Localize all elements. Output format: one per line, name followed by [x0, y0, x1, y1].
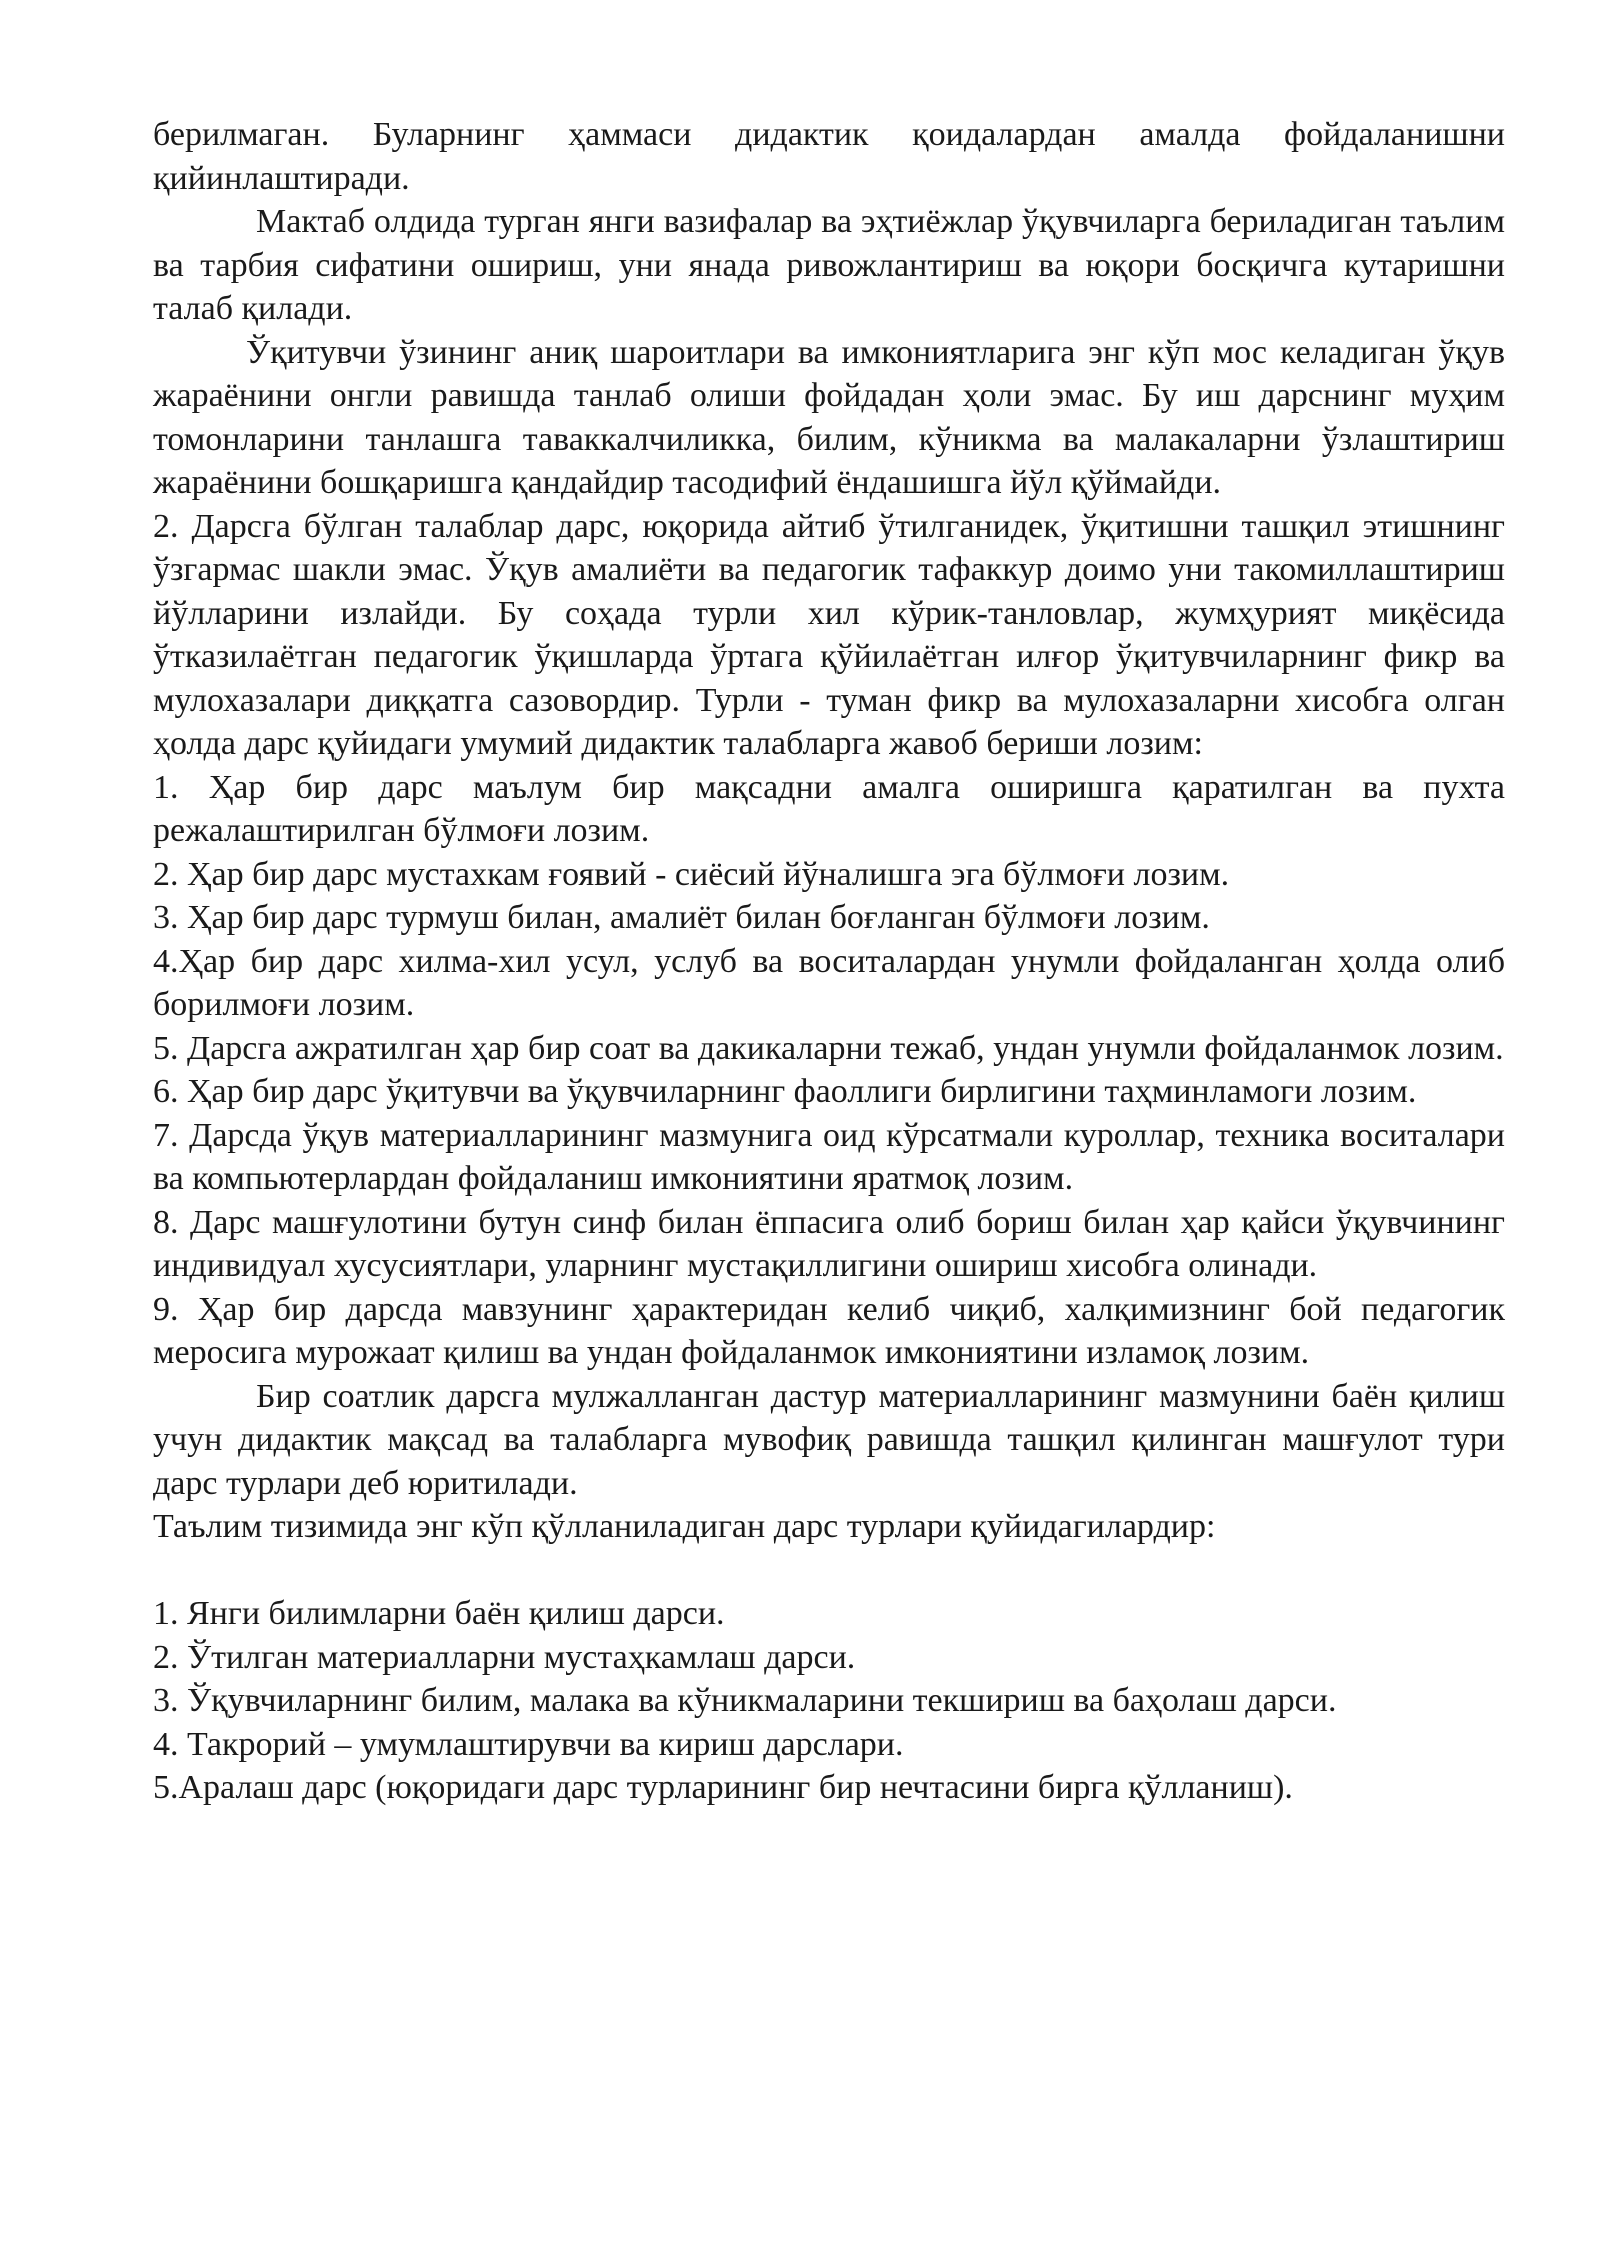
- requirement-item-6: 6. Ҳар бир дарс ўқитувчи ва ўқувчиларнинг фаоллиги бирлигини таҳминламоги лозим.: [153, 1073, 1417, 1110]
- requirement-item-5: 5. Дарсга ажратилган ҳар бир соат ва дакикаларни тежаб, ундан унумли фойдаланмок лозим.: [153, 1029, 1504, 1067]
- paragraph-lesson-requirements: 2. Дарсга бўлган талаблар дарс, юқорида айтиб ўтилганидек, ўқитишни ташқил этишнинг ўзгармас шакли эмас. Ўқув амалиёти ва педагогик тафаккур доимо уни такомиллаштириш йўлларини излайди. Бу соҳада турли хил кўрик-танловлар, жумҳурият миқёсида ўтказилаётган педагогик ўқишларда ўртага қўйилаётган илғор ўқитувчиларнинг фикр ва мулохазалари диққатга сазовордир. Турли - туман фикр ва мулохазаларни хисобга олган ҳолда дарс қуйидаги умумий дидактик талабларга жавоб бериши лозим:: [153, 507, 1505, 762]
- requirement-item-9: 9. Ҳар бир дарсда мавзунинг ҳарактеридан келиб чиқиб, халқимизнинг бой педагогик меросига мурожаат қилиш ва ундан фойдаланмок имкониятини изламоқ лозим.: [153, 1290, 1505, 1371]
- requirement-item-4: 4.Ҳар бир дарс хилма-хил усул, услуб ва воситалардан унумли фойдаланган ҳолда олиб борилмоғи лозим.: [153, 942, 1505, 1023]
- requirement-item-8: 8. Дарс машғулотини бутун синф билан ёппасига олиб бориш билан ҳар қайси ўқувчининг индивидуал хусусиятлари, уларнинг мустақиллигини ошириш хисобга олинади.: [153, 1203, 1505, 1284]
- blank-line: [153, 1549, 1505, 1593]
- requirement-item-1: 1. Ҳар бир дарс маълум бир мақсадни амалга оширишга қаратилган ва пухта режалаштирилган бўлмоғи лозим.: [153, 768, 1505, 849]
- lesson-type-item-1: 1. Янги билимларни баён қилиш дарси.: [153, 1595, 725, 1632]
- requirement-item-2: 2. Ҳар бир дарс мустахкам ғоявий - сиёсий йўналишга эга бўлмоғи лозим.: [153, 855, 1230, 893]
- paragraph-intro: берилмаган. Буларнинг ҳаммаси дидактик қоидалардан амалда фойдаланишни қийинлаштиради.: [153, 116, 1505, 197]
- requirement-item-3: 3. Ҳар бир дарс турмуш билан, амалиёт билан боғланган бўлмоғи лозим.: [153, 899, 1210, 936]
- lesson-type-item-3: 3. Ўқувчиларнинг билим, малака ва кўникмаларини текшириш ва баҳолаш дарси.: [153, 1682, 1337, 1719]
- lesson-type-item-4: 4. Такрорий – умумлаштирувчи ва кириш дарслари.: [153, 1725, 904, 1763]
- paragraph-lesson-types-definition: Бир соатлик дарсга мулжалланган дастур материалларининг мазмунини баён қилиш учун дидактик мақсад ва талабларга мувофиқ равишда ташқил қилинган машғулот тури дарс турлари деб юритилади.: [153, 1377, 1505, 1502]
- paragraph-teacher-choice: Ўқитувчи ўзининг аниқ шароитлари ва имкониятларига энг кўп мос келадиган ўқув жараёнини онгли равишда танлаб олиши фойдадан ҳоли эмас. Бу иш дарснинг муҳим томонларини танлашга таваккалчиликка, билим, кўникма ва малакаларни ўзлаштириш жараёнини бошқаришга қандайдир тасодифий ёндашишга йўл қўймайди.: [153, 333, 1505, 501]
- document-page: [153, 113, 1505, 1810]
- requirement-item-7: 7. Дарсда ўқув материалларининг мазмунига оид кўрсатмали куроллар, техника воситалари ва компьютерлардан фойдаланиш имкониятини яратмоқ лозим.: [153, 1116, 1505, 1197]
- paragraph-lesson-types-intro: Таълим тизимида энг кўп қўлланиладиган дарс турлари қуйидагилардир:: [153, 1508, 1216, 1545]
- paragraph-school-tasks: Мактаб олдида турган янги вазифалар ва эҳтиёжлар ўқувчиларга бериладиган таълим ва тарбия сифатини ошириш, уни янада ривожлантириш ва юқори босқичга кутаришни талаб қилади.: [153, 203, 1505, 327]
- lesson-type-item-5: 5.Аралаш дарс (юқоридаги дарс турларининг бир нечтасини бирга қўлланиш).: [153, 1769, 1293, 1806]
- lesson-type-item-2: 2. Ўтилган материалларни мустаҳкамлаш дарси.: [153, 1638, 856, 1676]
